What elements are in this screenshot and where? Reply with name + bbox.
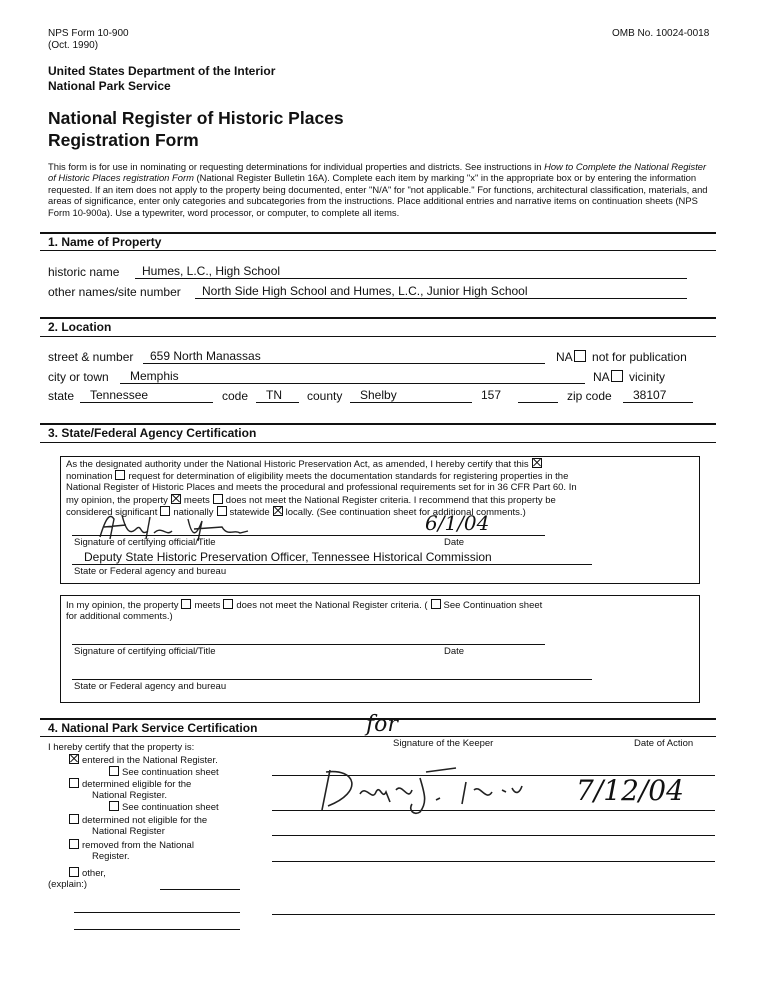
not-eligible-option: determined not eligible for the bbox=[66, 814, 207, 826]
city-label: city or town bbox=[48, 370, 109, 384]
section-rule bbox=[40, 232, 716, 234]
code-value[interactable]: TN bbox=[266, 388, 282, 402]
removed-checkbox[interactable] bbox=[69, 839, 79, 849]
keeper-label: Signature of the Keeper bbox=[393, 738, 494, 749]
field-line bbox=[195, 298, 687, 299]
vicinity-checkbox[interactable] bbox=[611, 370, 623, 382]
county-code-value[interactable]: 157 bbox=[481, 388, 502, 402]
explain-label: (explain:) bbox=[48, 879, 88, 890]
keeper-line bbox=[272, 861, 715, 862]
not-for-publication-checkbox[interactable] bbox=[574, 350, 586, 362]
keeper-line bbox=[272, 914, 715, 915]
opinion-text-line-2: for additional comments.) bbox=[66, 611, 173, 622]
section-rule bbox=[40, 317, 716, 319]
cert-text-line-4: my opinion, the property meets does not meet the National Register criteria. I recommend that this property be bbox=[66, 495, 556, 506]
opinion-text-line-1: In my opinion, the property meets does not meet the National Register criteria. ( See Continuation sheet bbox=[66, 600, 543, 611]
cert-text-line-5: considered significant nationally statewide locally. (See continuation sheet for additional comments.) bbox=[66, 507, 526, 518]
city-value[interactable]: Memphis bbox=[130, 369, 179, 383]
cert-text-line-2: nomination request for determination of eligibility meets the documentation standards for registering properties in the bbox=[66, 471, 569, 482]
department: United States Department of the Interior bbox=[48, 64, 276, 78]
locally-checkbox[interactable] bbox=[273, 506, 283, 516]
explain-line bbox=[160, 889, 240, 890]
signature-line bbox=[72, 535, 545, 536]
form-number: NPS Form 10-900 bbox=[48, 28, 129, 39]
date-label: Date bbox=[444, 537, 465, 548]
other-names-label: other names/site number bbox=[48, 285, 181, 299]
field-line bbox=[143, 363, 545, 364]
removed-option: removed from the National bbox=[66, 839, 194, 851]
zip-value[interactable]: 38107 bbox=[633, 388, 667, 402]
form-date: (Oct. 1990) bbox=[48, 40, 99, 51]
cert-text-line-1: As the designated authority under the National Historic Preservation Act, as amended, I hereby certify that this bbox=[66, 458, 545, 470]
opinion-does-not-meet-checkbox[interactable] bbox=[223, 599, 233, 609]
section-2-heading: 2. Location bbox=[48, 320, 112, 334]
eligible-checkbox[interactable] bbox=[69, 778, 79, 788]
na-label: NA bbox=[593, 370, 610, 384]
form-subtitle: Registration Form bbox=[48, 130, 199, 150]
not-for-publication-label: not for publication bbox=[592, 350, 687, 364]
entered-option: entered in the National Register. bbox=[66, 754, 218, 766]
historic-name-label: historic name bbox=[48, 265, 120, 279]
nomination-checkbox[interactable] bbox=[532, 458, 542, 468]
see-continuation-2: See continuation sheet bbox=[106, 801, 219, 813]
street-value[interactable]: 659 North Manassas bbox=[150, 349, 261, 363]
official-title-value[interactable]: Deputy State Historic Preservation Officer, Tennessee Historical Commission bbox=[84, 550, 492, 564]
section-3-heading: 3. State/Federal Agency Certification bbox=[48, 426, 257, 440]
field-line bbox=[80, 402, 213, 403]
date-of-action-value[interactable]: 7/12/04 bbox=[576, 774, 684, 807]
date-of-action-label: Date of Action bbox=[634, 738, 694, 749]
opinion-continuation-checkbox[interactable] bbox=[431, 599, 441, 609]
not-eligible-checkbox[interactable] bbox=[69, 814, 79, 824]
explain-line bbox=[74, 929, 240, 930]
instructions: This form is for use in nominating or requesting determinations for individual properties and districts. See instructions in How to Complete the National Register of Historic Places registration Form (National Register Bulletin 16A). Complete each item by marking "x" in the appropriate box or by entering the information requested. If an item does not apply to the property being documented, enter "N/A" for "not applicable." For functions, architectural classification, materials, and areas of significance, enter only categories and subcategories from the instructions. Place additional entries and narrative items on continuation sheets (NPS Form 10-900a). Use a typewriter, word processor, or computer, to complete all items. bbox=[48, 161, 708, 218]
agency-line bbox=[72, 564, 592, 565]
cert-text-line-3: National Register of Historic Places and meets the procedural and professional requirements set for in 36 CFR Part 60. In bbox=[66, 482, 577, 493]
see-continuation-1: See continuation sheet bbox=[106, 766, 219, 778]
continuation-checkbox-1[interactable] bbox=[109, 766, 119, 776]
entered-checkbox[interactable] bbox=[69, 754, 79, 764]
signature-label: Signature of certifying official/Title bbox=[74, 537, 216, 548]
omb-number: OMB No. 10024-0018 bbox=[612, 28, 710, 39]
section-rule bbox=[40, 336, 716, 337]
keeper-line bbox=[272, 835, 715, 836]
section-1-heading: 1. Name of Property bbox=[48, 235, 162, 249]
state-label: state bbox=[48, 389, 75, 403]
other-checkbox[interactable] bbox=[69, 867, 79, 877]
na-not-publication bbox=[556, 350, 687, 364]
section-rule bbox=[40, 442, 716, 443]
field-line bbox=[518, 402, 558, 403]
vicinity-label: vicinity bbox=[629, 370, 666, 384]
form-title: National Register of Historic Places bbox=[48, 108, 344, 128]
section-4-heading: 4. National Park Service Certification bbox=[48, 721, 258, 735]
field-line bbox=[350, 402, 472, 403]
field-line bbox=[135, 278, 687, 279]
request-determination-checkbox[interactable] bbox=[115, 470, 125, 480]
field-line bbox=[623, 402, 693, 403]
agency-label: State or Federal agency and bureau bbox=[74, 566, 227, 577]
does-not-meet-checkbox[interactable] bbox=[213, 494, 223, 504]
agency-line bbox=[72, 679, 592, 680]
signature-label-2: Signature of certifying official/Title bbox=[74, 646, 216, 657]
removed-option-line2: Register. bbox=[92, 851, 130, 862]
for-mark: for bbox=[366, 712, 398, 737]
eligible-option: determined eligible for the bbox=[66, 778, 191, 790]
opinion-meets-checkbox[interactable] bbox=[181, 599, 191, 609]
code-label: code bbox=[222, 389, 249, 403]
date-label-2: Date bbox=[444, 646, 465, 657]
service: National Park Service bbox=[48, 79, 171, 93]
state-value[interactable]: Tennessee bbox=[90, 388, 149, 402]
county-value[interactable]: Shelby bbox=[360, 388, 397, 402]
agency-label-2: State or Federal agency and bureau bbox=[74, 681, 227, 692]
street-label: street & number bbox=[48, 350, 134, 364]
county-label: county bbox=[307, 389, 343, 403]
na-vicinity bbox=[593, 370, 665, 384]
signature-line bbox=[72, 644, 545, 645]
keeper-signature bbox=[316, 762, 526, 818]
section-rule bbox=[40, 250, 716, 251]
eligible-option-line2: National Register. bbox=[92, 790, 167, 801]
zip-label: zip code bbox=[567, 389, 612, 403]
meets-checkbox[interactable] bbox=[171, 494, 181, 504]
continuation-checkbox-2[interactable] bbox=[109, 801, 119, 811]
field-line bbox=[256, 402, 299, 403]
field-line bbox=[120, 383, 585, 384]
section-rule bbox=[40, 423, 716, 425]
certification-date-value[interactable]: 6/1/04 bbox=[425, 511, 490, 535]
not-eligible-option-line2: National Register bbox=[92, 826, 165, 837]
historic-name-value[interactable]: Humes, L.C., High School bbox=[142, 264, 281, 278]
other-names-value[interactable]: North Side High School and Humes, L.C., Junior High School bbox=[202, 284, 528, 298]
na-label: NA bbox=[556, 350, 573, 364]
explain-line bbox=[74, 912, 240, 913]
certify-text: I hereby certify that the property is: bbox=[48, 742, 195, 753]
other-option: other, bbox=[66, 867, 106, 879]
